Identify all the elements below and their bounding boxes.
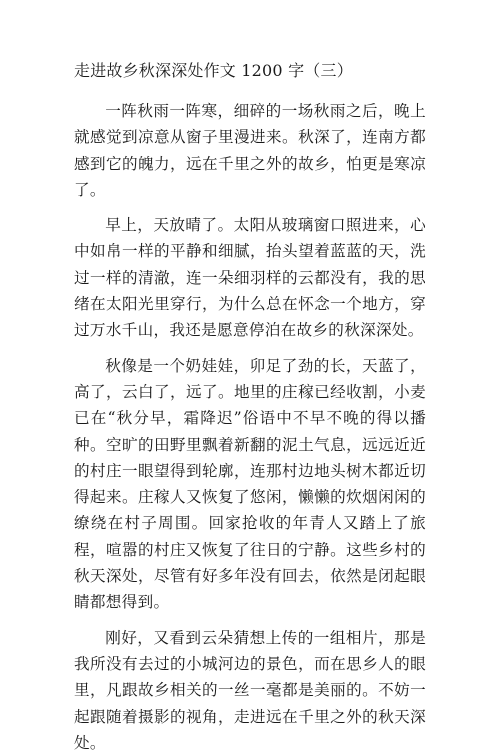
paragraph-3: 秋像是一个奶娃娃，卯足了劲的长，天蓝了，高了，云白了，远了。地里的庄稼已经收割，小麦已在“秋分早，霜降迟”俗语中不早不晚的得以播种。空旷的田野里飘着新翻的泥土气息，远远近近的村庄一眼望得到轮廓，连那村边地头树木都近切得起来。庄稼人又恢复了悠闲，懒懒的炊烟闲闲的缭绕在村子周围。回家抢收的年青人又踏上了旅程，喧嚣的村庄又恢复了往日的宁静。这些乡村的秋天深处，尽管有好多年没有回去，依然是闭起眼睛都想得到。 xyxy=(74,356,426,612)
document-title: 走进故乡秋深深处作文 1200 字（三） xyxy=(74,61,353,80)
paragraph-2: 早上，天放晴了。太阳从玻璃窗口照进来，心中如帛一样的平静和细腻，抬头望着蓝蓝的天，洗过一样的清澈，连一朵细羽样的云都没有，我的思绪在太阳光里穿行，为什么总在怀念一个地方，穿过万水千山，我还是愿意停泊在故乡的秋深深处。 xyxy=(74,216,426,340)
paragraph-1: 一阵秋雨一阵寒，细碎的一场秋雨之后，晚上就感觉到凉意从窗子里漫进来。秋深了，连南方都感到它的魄力，远在千里之外的故乡，怕更是寒凉了。 xyxy=(74,102,426,199)
paragraph-4: 刚好，又看到云朵猜想上传的一组相片，那是我所没有去过的小城河边的景色，而在思乡人的眼里，凡跟故乡相关的一丝一毫都是美丽的。不妨一起跟随着摄影的视角，走进远在千里之外的秋天深处。 xyxy=(74,628,426,752)
